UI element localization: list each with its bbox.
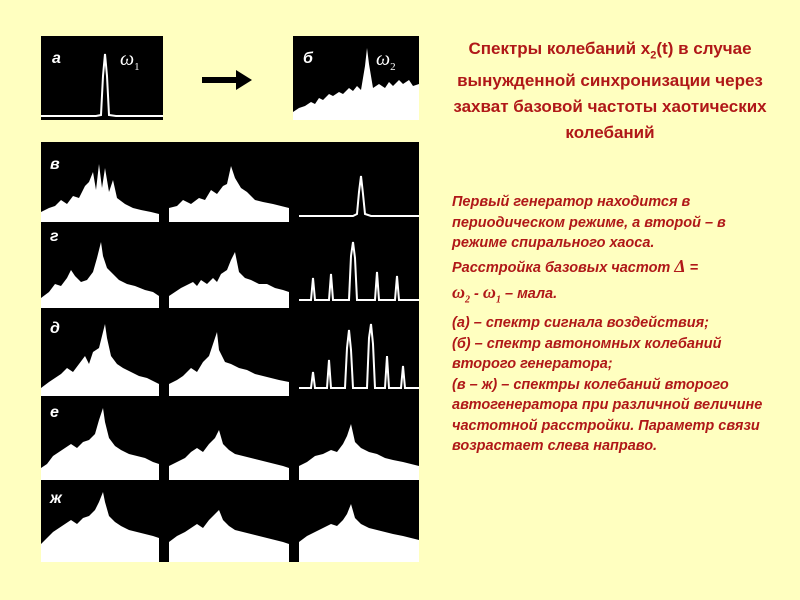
spectrum-row-g bbox=[41, 222, 419, 308]
desc-paragraph-4: (б) – спектр автономных колебаний второго генератора; bbox=[452, 335, 722, 373]
panel-label-d: д bbox=[50, 320, 60, 337]
panel-label-b: б bbox=[303, 50, 313, 67]
spectrum-panel-b bbox=[293, 36, 419, 120]
desc-paragraph-5: (в – ж) – спектры колебаний второго автогенератора при различной величине частотной расстройки. Параметр связи возрастает слева направо. bbox=[452, 376, 763, 455]
desc-formula: $\omega_2 - \omega_1$ – мала. bbox=[452, 282, 558, 306]
spectrum-row-zh bbox=[41, 480, 419, 562]
spectrum-plot-a bbox=[41, 36, 163, 120]
slide-title: Спектры колебаний $x_2(t)$ в случае вынужденной синхронизации через захват базовой частоты хаотических колебаний bbox=[453, 39, 767, 143]
slide-description bbox=[452, 192, 782, 457]
omega1-label: $\omega_1$ bbox=[120, 48, 140, 73]
desc-paragraph-3: (а) – спектр сигнала воздействия; bbox=[452, 315, 710, 332]
desc-paragraph-1: Первый генератор находится в периодическом режиме, а второй – в режиме спирального хаоса. bbox=[452, 194, 726, 251]
spectrum-row-v bbox=[41, 142, 419, 222]
panel-label-zh: ж bbox=[50, 490, 62, 507]
spectrum-plot-b bbox=[293, 36, 419, 120]
spectrum-row-d bbox=[41, 308, 419, 396]
panel-label-g: г bbox=[50, 228, 59, 245]
desc-paragraph-2: Расстройка базовых частот Δ = bbox=[452, 255, 699, 276]
omega2-label: $\omega_2$ bbox=[376, 48, 396, 73]
spectrum-panel-a bbox=[41, 36, 163, 120]
panel-label-e: е bbox=[50, 404, 59, 421]
panel-label-a: а bbox=[52, 50, 61, 67]
arrow-right-icon bbox=[202, 68, 252, 92]
spectrum-row-e bbox=[41, 396, 419, 480]
panel-label-v: в bbox=[50, 156, 60, 173]
